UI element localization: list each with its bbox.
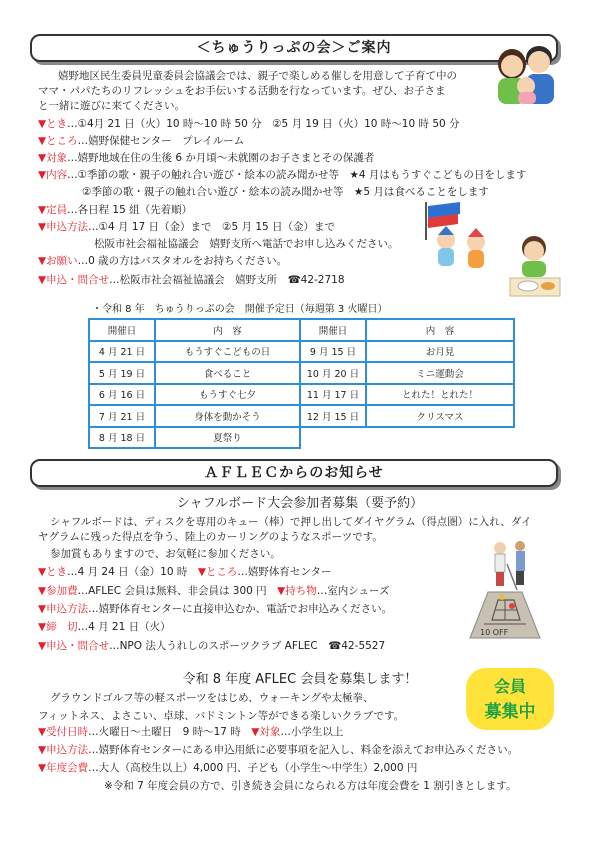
shuffleboard-text: 10 OFF xyxy=(480,628,509,637)
detail-text: …AFLEC 会員は無料、非会員は 300 円 xyxy=(77,585,278,597)
shuffle-fee xyxy=(38,585,390,598)
table-cell: 5 月 19 日 xyxy=(89,362,155,384)
badge-line: 募集中 xyxy=(484,702,536,722)
members-apply xyxy=(38,744,518,757)
detail-label: ▼持ち物 xyxy=(277,585,317,597)
intro-line: フィットネス、よさこい、卓球、バドミントン等ができる楽しいクラブです。 xyxy=(38,710,405,722)
family-illustration xyxy=(482,34,562,106)
table-row xyxy=(89,362,514,384)
header-cell: 内 容 xyxy=(155,319,300,341)
detail-where xyxy=(38,135,244,148)
detail-text: …松阪市社会福祉協議会 嬉野支所 ☎42-2718 xyxy=(109,274,345,286)
detail-text: …4 月 24 日（金）10 時 xyxy=(67,566,198,578)
schedule-table xyxy=(88,318,515,449)
members-fee xyxy=(38,762,417,775)
table-cell: 8 月 18 日 xyxy=(89,427,155,449)
detail-when xyxy=(38,118,460,131)
members-hours xyxy=(38,726,343,739)
members-note: ※令和 7 年度会員の方で、引き続き会員になられる方は年度会費を 1 割引きとします。 xyxy=(104,780,517,792)
detail-label: ▼お願い xyxy=(38,255,78,267)
table-row xyxy=(89,384,514,406)
shuffle-deadline xyxy=(38,621,171,634)
detail-label: ▼とき xyxy=(38,566,68,578)
detail-text: …①4月 21 日（火）10 時～10 時 50 分 ②5 月 19 日（火）10 時～10 時 50 分 xyxy=(67,118,460,130)
shuffleboard-illustration xyxy=(462,540,552,640)
detail-label: ▼受付日時 xyxy=(38,726,89,738)
intro-line: グラウンドゴルフ等の軽スポーツをはじめ、ウォーキングや太極拳、 xyxy=(50,692,374,704)
detail-label: ▼とき xyxy=(38,118,68,130)
detail-contact xyxy=(38,274,345,287)
table-cell: 身体を動かそう xyxy=(155,405,300,427)
detail-text: …①4 月 17 日（金）まで ②5 月 15 日（金）まで xyxy=(88,221,336,233)
detail-label: ▼申込方法 xyxy=(38,603,89,615)
detail-text: 松阪市社会福祉協議会 嬉野支所へ電話でお申し込みください。 xyxy=(94,238,399,250)
members-subtitle: 令和 8 年度 AFLEC 会員を募集します！ xyxy=(182,672,418,687)
intro-line: 嬉野地区民生委員児童委員会協議会では、親子で楽しめる催しを用意して子育て中の xyxy=(58,70,457,82)
table-cell: 4 月 21 日 xyxy=(89,341,155,363)
table-cell: お月見 xyxy=(366,341,514,363)
intro-line: 参加賞もありますので、お気軽に参加ください。 xyxy=(50,548,281,560)
detail-label: ▼申込・問合せ xyxy=(38,274,110,286)
intro-line: ヤグラムに残った得点を争う、陸上のカーリングのようなスポーツです。 xyxy=(38,531,383,543)
detail-apply xyxy=(38,221,335,234)
detail-label: ▼年度会費 xyxy=(38,762,89,774)
schedule-caption: ・令和 8 年 ちゅうりっぷの会 開催予定日（毎週第 3 火曜日） xyxy=(92,304,388,315)
detail-label: ▼定員 xyxy=(38,204,68,216)
section-title-tulip: ＜ちゅうりっぷの会＞ご案内 xyxy=(30,34,558,62)
detail-label: ▼内容 xyxy=(38,169,68,181)
detail-text: ②季節の歌・親子の触れ合い遊び・絵本の読み聞かせ等 ★5 月は食べることをします xyxy=(82,186,489,198)
intro-line: ママ・パパたちのリフレッシュをお手伝いする活動を行なっています。ぜひ、お子さま xyxy=(38,85,446,97)
detail-text: …①季節の歌・親子の触れ合い遊び・絵本の読み聞かせ等 ★4 月はもうすぐこどもの日をします xyxy=(67,169,527,181)
detail-text: …小学生以上 xyxy=(280,726,344,738)
badge-line: 会員 xyxy=(493,677,526,696)
table-cell-empty xyxy=(366,427,514,449)
table-cell: 6 月 16 日 xyxy=(89,384,155,406)
detail-label: ▼対象 xyxy=(38,152,68,164)
detail-text: …嬉野体育センターにある申込用紙に必要事項を記入し、料金を添えてお申込みください。 xyxy=(88,744,519,756)
children-carp-illustration xyxy=(420,200,500,272)
detail-text: …嬉野保健センター プレイルーム xyxy=(77,135,245,147)
table-row xyxy=(89,405,514,427)
detail-text: …嬉野体育センターに直接申込むか、電話でお申込みください。 xyxy=(88,603,393,615)
table-cell: 11 月 17 日 xyxy=(300,384,366,406)
table-cell: 食べること xyxy=(155,362,300,384)
detail-label: ▼申込方法 xyxy=(38,221,89,233)
detail-request xyxy=(38,255,287,268)
shuffle-when xyxy=(38,566,332,579)
detail-text: …火曜日～土曜日 9 時～17 時 xyxy=(88,726,252,738)
table-cell-empty xyxy=(300,427,366,449)
detail-text: …大人（高校生以上）4,000 円、子ども（小学生～中学生）2,000 円 xyxy=(88,762,418,774)
detail-capacity xyxy=(38,204,192,217)
shuffle-apply xyxy=(38,603,392,616)
table-cell: もうすぐこどもの日 xyxy=(155,341,300,363)
detail-target xyxy=(38,152,374,165)
table-cell: 12 月 15 日 xyxy=(300,405,366,427)
header-cell: 開催日 xyxy=(300,319,366,341)
detail-text: …嬉野体育センター xyxy=(237,566,332,578)
table-header-row xyxy=(89,319,514,341)
table-row xyxy=(89,341,514,363)
intro-line: シャフルボードは、ディスクを専用のキュー（棒）で押し出してダイヤグラム（得点圏）に入れ、ダイ xyxy=(50,516,532,528)
detail-label: ▼ところ xyxy=(197,566,238,578)
section-title-aflec: ＡＦＬＥＣからのお知らせ xyxy=(30,459,558,487)
table-cell: 10 月 20 日 xyxy=(300,362,366,384)
table-cell: 9 月 15 日 xyxy=(300,341,366,363)
detail-label: ▼締 切 xyxy=(38,621,78,633)
table-cell: クリスマス xyxy=(366,405,514,427)
table-cell: ミニ運動会 xyxy=(366,362,514,384)
header-cell: 内 容 xyxy=(366,319,514,341)
detail-text: …NPO 法人うれしのスポーツクラブ AFLEC ☎42-5527 xyxy=(109,640,386,652)
detail-label: ▼申込方法 xyxy=(38,744,89,756)
detail-apply-2 xyxy=(94,238,399,251)
header-cell: 開催日 xyxy=(89,319,155,341)
table-row xyxy=(89,427,514,449)
child-eating-illustration xyxy=(506,232,566,300)
detail-text: …0 歳の方はバスタオルをお持ちください。 xyxy=(77,255,288,267)
detail-label: ▼ところ xyxy=(38,135,78,147)
detail-text: …4 月 21 日（火） xyxy=(77,621,171,633)
table-cell: 夏祭り xyxy=(155,427,300,449)
detail-text: …各日程 15 組（先着順） xyxy=(67,204,193,216)
members-badge xyxy=(466,668,554,730)
intro-line: と一緒に遊びに来てください。 xyxy=(38,100,185,112)
shuffle-subtitle: シャフルボード大会参加者募集（要予約） xyxy=(176,496,424,511)
detail-label: ▼対象 xyxy=(251,726,281,738)
table-cell: とれた！とれた！ xyxy=(366,384,514,406)
detail-label: ▼参加費 xyxy=(38,585,78,597)
shuffle-contact xyxy=(38,640,385,653)
table-cell: 7 月 21 日 xyxy=(89,405,155,427)
detail-content-2 xyxy=(82,186,489,199)
detail-text: …嬉野地域在住の生後 6 か月頃～未就園のお子さまとその保護者 xyxy=(67,152,375,164)
table-cell: もうすぐ七夕 xyxy=(155,384,300,406)
detail-text: …室内シューズ xyxy=(316,585,390,597)
detail-label: ▼申込・問合せ xyxy=(38,640,110,652)
detail-content xyxy=(38,169,526,182)
